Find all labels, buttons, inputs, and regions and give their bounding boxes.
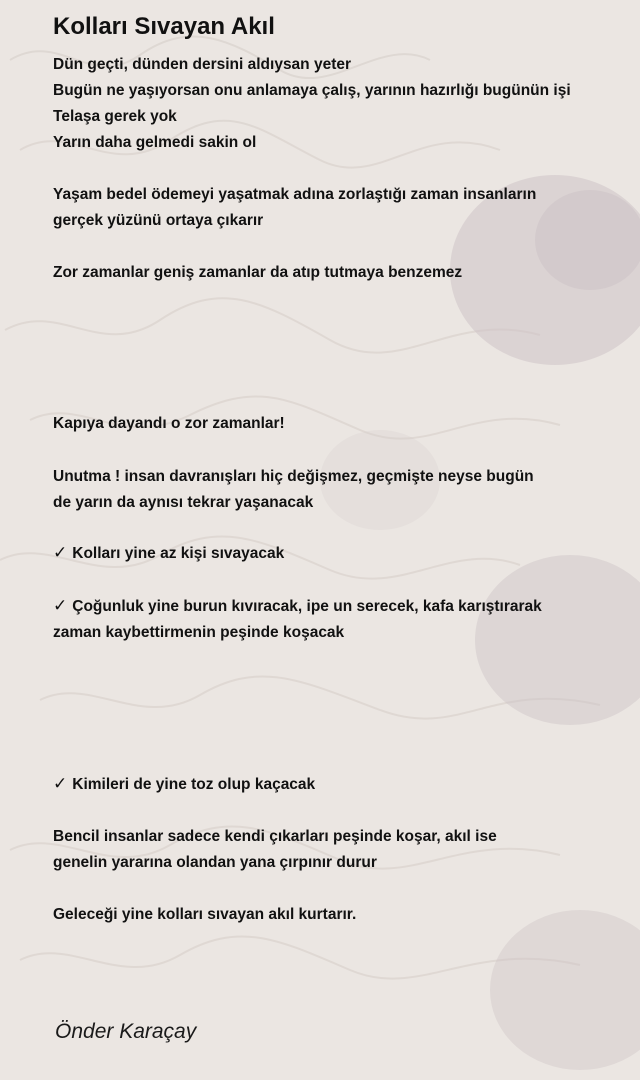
- check-mark-icon: ✓: [53, 596, 68, 616]
- poem-line: Dün geçti, dünden dersini aldıysan yeter: [53, 56, 352, 73]
- check-mark-icon: ✓: [53, 774, 68, 794]
- poem-line: Bugün ne yaşıyorsan onu anlamaya çalış, yarının hazırlığı bugünün işi: [53, 82, 571, 99]
- poem-line: Yaşam bedel ödemeyi yaşatmak adına zorlaştığı zaman insanların: [53, 186, 537, 203]
- poem-checklist-item: [53, 543, 284, 564]
- poem-checklist-item: [53, 774, 315, 795]
- poem-line: zaman kaybettirmenin peşinde koşacak: [53, 624, 345, 641]
- poem-line: Kapıya dayandı o zor zamanlar!: [53, 415, 285, 432]
- poem-line: Zor zamanlar geniş zamanlar da atıp tutmaya benzemez: [53, 264, 463, 281]
- poem-line: gerçek yüzünü ortaya çıkarır: [53, 212, 264, 229]
- check-mark-icon: ✓: [53, 543, 68, 563]
- poem-author: Önder Karaçay: [55, 1020, 197, 1043]
- poem-line: Yarın daha gelmedi sakin ol: [53, 134, 257, 151]
- poem-line: Çoğunluk yine burun kıvıracak, ipe un serecek, kafa karıştırarak: [72, 598, 542, 615]
- poem-line: Kolları yine az kişi sıvayacak: [72, 545, 285, 562]
- poem-line: genelin yararına olandan yana çırpınır durur: [53, 854, 377, 871]
- poem-line: Geleceği yine kolları sıvayan akıl kurtarır.: [53, 906, 357, 923]
- poem-checklist-item: [53, 596, 542, 617]
- poem-line: Kimileri de yine toz olup kaçacak: [72, 776, 316, 793]
- poem-line: Unutma ! insan davranışları hiç değişmez, geçmişte neyse bugün: [53, 468, 534, 485]
- poem-title: Kolları Sıvayan Akıl: [53, 13, 275, 40]
- poem-line: Telaşa gerek yok: [53, 108, 177, 125]
- poem-line: de yarın da aynısı tekrar yaşanacak: [53, 494, 314, 511]
- poem-line: Bencil insanlar sadece kendi çıkarları peşinde koşar, akıl ise: [53, 828, 497, 845]
